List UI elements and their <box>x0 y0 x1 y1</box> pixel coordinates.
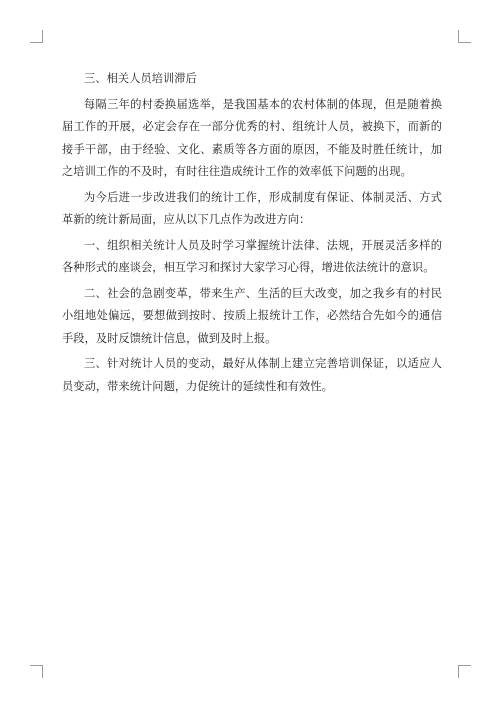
paragraph-point-two: 二、社会的急剧变革，带来生产、生活的巨大改变，加之我乡有的村民小组地处偏远，要想做到按时、按质上报统计工作，必然结合先如今的通信手段，及时反馈统计信息，做到及时上报。 <box>62 286 442 345</box>
crop-mark-top-right <box>458 30 471 43</box>
paragraph-point-one: 一、组织相关统计人员及时学习掌握统计法律、法规，开展灵活多样的各种形式的座谈会，相互学习和探讨大家学习心得，增进依法统计的意识。 <box>62 238 442 274</box>
paragraph-point-three: 三、针对统计人员的变动，最好从体制上建立完善培训保证，以适应人员变动，带来统计问题，力促统计的延续性和有效性。 <box>62 357 442 393</box>
paragraph-improvement-intro: 为今后进一步改进我们的统计工作，形成制度有保证、体制灵活、方式革新的统计新局面，应从以下几点作为改进方向： <box>62 190 442 226</box>
crop-mark-top-left <box>30 30 43 43</box>
section-heading: 三、相关人员培训滞后 <box>84 72 197 85</box>
paragraph-election-turnover: 每隔三年的村委换届选举，是我国基本的农村体制的体现，但是随着换届工作的开展，必定会存在一部分优秀的村、组统计人员，被换下，而新的接手干部，由于经验、文化、素质等各方面的原因，不能及时胜任统计，加之培训工作的不及时，有时往往造成统计工作的效率低下问题的出现。 <box>62 97 442 178</box>
crop-mark-bottom-left <box>30 665 43 678</box>
crop-mark-bottom-right <box>458 665 471 678</box>
document-body <box>62 68 442 401</box>
